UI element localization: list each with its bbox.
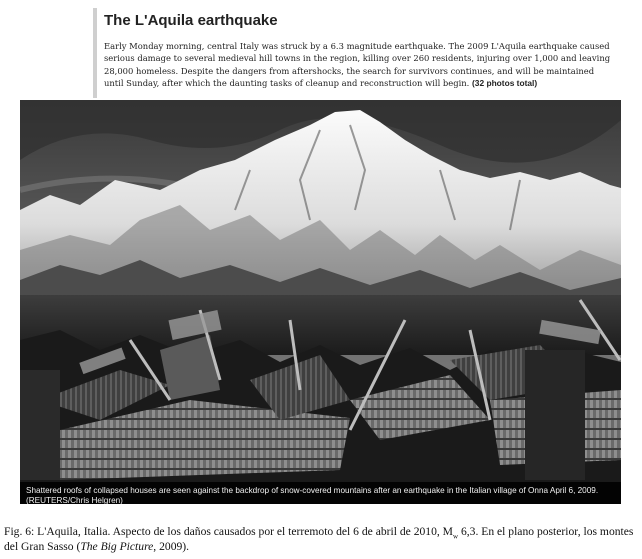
photos-total-link[interactable]: (32 photos total) bbox=[472, 77, 538, 88]
figure-caption bbox=[4, 525, 640, 554]
photo-credit: (REUTERS/Chris Helgren) bbox=[26, 496, 123, 504]
earthquake-photo bbox=[20, 100, 621, 504]
figure-caption-label: Fig. 6: L'Aquila, Italia. Aspecto de los daños causados por el terremoto del 6 de abril de 2010, M bbox=[4, 525, 453, 538]
photo-illustration bbox=[20, 100, 621, 504]
figure-source-title: The Big Picture bbox=[80, 539, 154, 553]
article-intro bbox=[104, 40, 612, 89]
photo-caption-text: Shattered roofs of collapsed houses are seen against the backdrop of snow-covered mountains after an earthquake in the Italian village of Onna April 6, 2009. bbox=[26, 486, 599, 495]
article-intro-text: Early Monday morning, central Italy was struck by a 6.3 magnitude earthquake. The 2009 L'Aquila earthquake caused serious damage to several medieval hill towns in the region, killing over 260 residents, injuring over 1,000 and leaving 28,000 homeless. Despite the dangers from aftershocks, the search for survivors continues, and will be maintained until Sunday, after which the daunting tasks of cleanup and reconstruction will begin. bbox=[104, 41, 611, 88]
title-accent-rule bbox=[93, 8, 97, 98]
figure-caption-magnitude: 6,3. En el plano posterior, los montes del Gran Sasso ( bbox=[4, 525, 634, 553]
photo-caption bbox=[26, 486, 616, 504]
figure-source-year: , 2009). bbox=[153, 539, 190, 553]
magnitude-subscript: w bbox=[453, 532, 459, 541]
article-title: The L'Aquila earthquake bbox=[104, 12, 278, 29]
